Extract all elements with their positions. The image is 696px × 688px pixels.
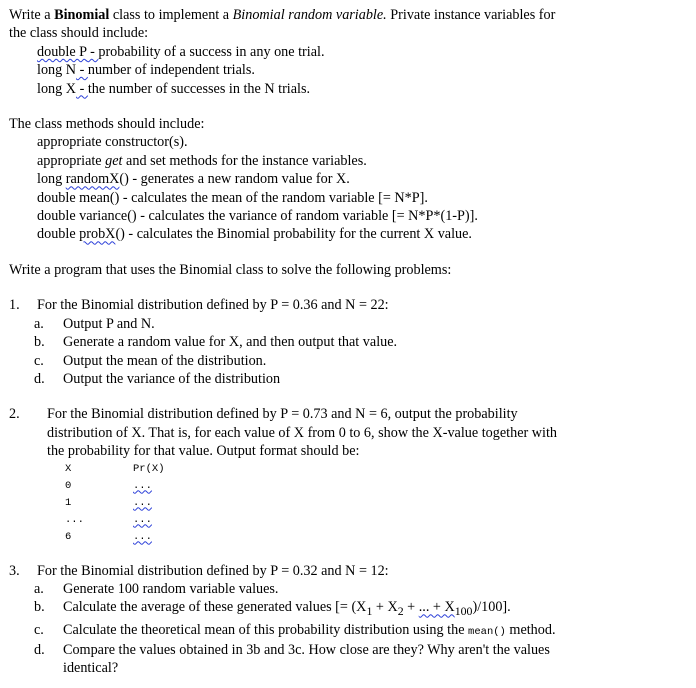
question-2-line-2: distribution of X. That is, for each value of X from 0 to 6, show the X-value together with — [47, 424, 557, 441]
question-3-text: For the Binomial distribution defined by P = 0.32 and N = 12: — [37, 562, 389, 579]
output-format-row: 6 ... — [65, 530, 152, 543]
q1-item-d: d. Output the variance of the distribution — [34, 370, 281, 387]
q1-item-b: b. Generate a random value for X, and then output that value. — [34, 334, 398, 351]
question-3-number: 3. — [9, 562, 20, 579]
intro-line-2: the class should include: — [9, 25, 149, 42]
question-2 — [9, 405, 689, 545]
q1-item-a: a. Output P and N. — [34, 315, 155, 332]
question-2-line-3: the probability for that value. Output format should be: — [47, 443, 360, 460]
output-format-row: 0 ... — [65, 479, 152, 492]
intro-line-1: Write a Binomial class to implement a Binomial random variable. Private instance variables for — [9, 7, 556, 23]
program-line: Write a program that uses the Binomial class to solve the following problems: — [9, 261, 452, 278]
question-2-line-1: For the Binomial distribution defined by P = 0.73 and N = 6, output the probability — [47, 406, 518, 423]
method-randomx: long randomX() - generates a new random value for X. — [37, 171, 350, 188]
q3-item-d: d. Compare the values obtained in 3b and 3c. How close are they? Why aren't the values identical? — [34, 641, 550, 677]
output-format-block — [9, 461, 689, 546]
var-p: double P - probability of a success in any one trial. — [37, 43, 325, 60]
question-1-number: 1. — [9, 297, 20, 314]
method-mean: double mean() - calculates the mean of the random variable [= N*P]. — [37, 189, 428, 206]
question-1 — [9, 296, 689, 388]
question-2-number: 2. — [9, 406, 20, 423]
question-1-text: For the Binomial distribution defined by P = 0.36 and N = 22: — [37, 297, 389, 314]
method-probx: double probX() - calculates the Binomial probability for the current X value. — [37, 226, 472, 243]
q3-item-b: b. Calculate the average of these generated values [= ($X_1 + X_2$ + ... + $X_{100})/100$]. — [34, 599, 511, 619]
output-format-header: X Pr(X) — [65, 462, 165, 475]
output-format-row: 1 ... — [65, 496, 152, 509]
var-n: long N - number of independent trials. — [37, 62, 255, 79]
method-constructor: appropriate constructor(s). — [37, 134, 188, 151]
method-get-set: appropriate get and set methods for the instance variables. — [37, 152, 367, 169]
q1-item-c: c. Output the mean of the distribution. — [34, 352, 267, 369]
var-x: long X - the number of successes in the N trials. — [37, 80, 311, 97]
q3-item-a: a. Generate 100 random variable values. — [34, 580, 279, 597]
q3-item-c: c. Calculate the theoretical mean of this probability distribution using the mean() method. — [34, 621, 556, 638]
methods-heading: The class methods should include: — [9, 116, 205, 133]
output-format-row: ... ... — [65, 513, 152, 526]
question-3 — [9, 562, 689, 678]
method-variance: double variance() - calculates the variance of random variable [= N*P*(1-P)]. — [37, 208, 478, 225]
document-page — [9, 6, 689, 678]
